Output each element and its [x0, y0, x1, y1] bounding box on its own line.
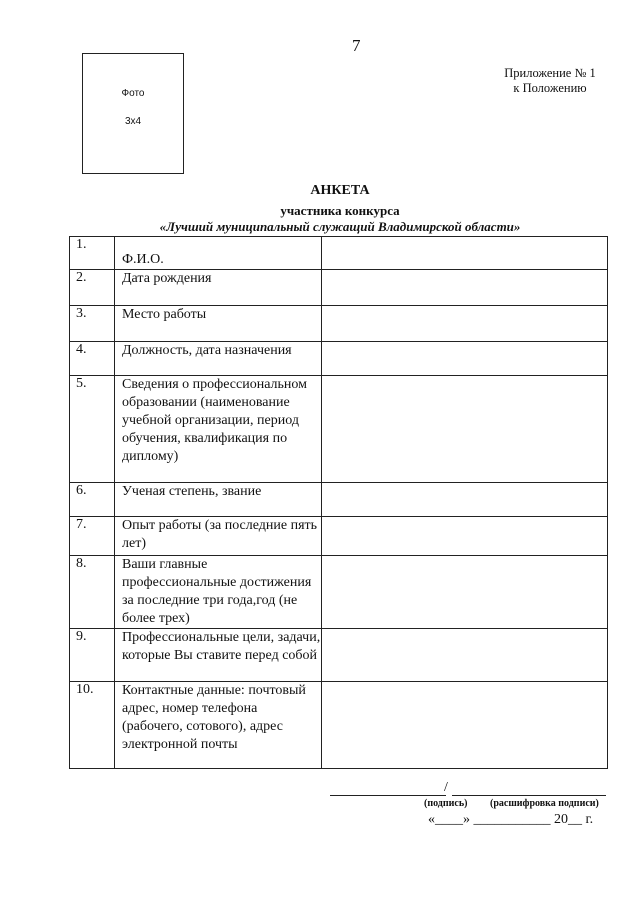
photo-placeholder	[82, 53, 184, 174]
row-label: Дата рождения	[115, 270, 322, 306]
row-value-field[interactable]	[322, 376, 608, 483]
table-row	[70, 342, 608, 376]
row-number: 3.	[70, 306, 115, 342]
table-row	[70, 376, 608, 483]
row-value-field[interactable]	[322, 629, 608, 682]
row-label: Профессиональные цели, задачи, которые Вы ставите перед собой	[115, 629, 322, 682]
date-line: «____» ___________ 20__ г.	[428, 812, 594, 827]
row-label: Ф.И.О.	[115, 237, 322, 270]
row-label: Сведения о профессиональном образовании (наименование учебной организации, период обучения, квалификация по диплому)	[115, 376, 322, 483]
photo-label: Фото	[121, 88, 145, 99]
row-number: 10.	[70, 682, 115, 769]
table-row	[70, 556, 608, 629]
row-value-field[interactable]	[322, 237, 608, 270]
appendix-note	[480, 66, 620, 96]
row-value-field[interactable]	[322, 682, 608, 769]
signature-decode-line[interactable]	[452, 795, 606, 796]
table-row	[70, 682, 608, 769]
photo-size: 3x4	[124, 116, 142, 127]
row-number: 7.	[70, 517, 115, 556]
table-row	[70, 629, 608, 682]
row-number: 6.	[70, 483, 115, 517]
form-title: АНКЕТА	[310, 183, 370, 198]
contest-name: «Лучший муниципальный служащий Владимирской области»	[159, 219, 521, 234]
row-value-field[interactable]	[322, 342, 608, 376]
row-number: 1.	[70, 237, 115, 270]
signature-decode-caption: (расшифровка подписи)	[490, 798, 599, 809]
appendix-line1: Приложение № 1	[504, 66, 596, 80]
row-number: 4.	[70, 342, 115, 376]
signature-line[interactable]	[330, 795, 446, 796]
form-subtitle: участника конкурса	[280, 203, 400, 218]
row-value-field[interactable]	[322, 483, 608, 517]
row-number: 9.	[70, 629, 115, 682]
signature-separator: /	[444, 780, 448, 795]
row-label: Должность, дата назначения	[115, 342, 322, 376]
row-label: Место работы	[115, 306, 322, 342]
table-row	[70, 517, 608, 556]
row-value-field[interactable]	[322, 517, 608, 556]
table-row	[70, 306, 608, 342]
row-label: Опыт работы (за последние пять лет)	[115, 517, 322, 556]
row-number: 8.	[70, 556, 115, 629]
page-number: 7	[352, 36, 361, 55]
table-row	[70, 270, 608, 306]
row-number: 2.	[70, 270, 115, 306]
row-label: Контактные данные: почтовый адрес, номер телефона (рабочего, сотового), адрес электронной почты	[115, 682, 322, 769]
row-value-field[interactable]	[322, 306, 608, 342]
table-row	[70, 237, 608, 270]
row-value-field[interactable]	[322, 556, 608, 629]
table-row	[70, 483, 608, 517]
questionnaire-table	[69, 236, 608, 769]
row-number: 5.	[70, 376, 115, 483]
signature-caption: (подпись)	[424, 798, 468, 809]
row-label: Ученая степень, звание	[115, 483, 322, 517]
appendix-line2: к Положению	[513, 81, 587, 95]
row-value-field[interactable]	[322, 270, 608, 306]
row-label: Ваши главные профессиональные достижения за последние три года,год (не более трех)	[115, 556, 322, 629]
